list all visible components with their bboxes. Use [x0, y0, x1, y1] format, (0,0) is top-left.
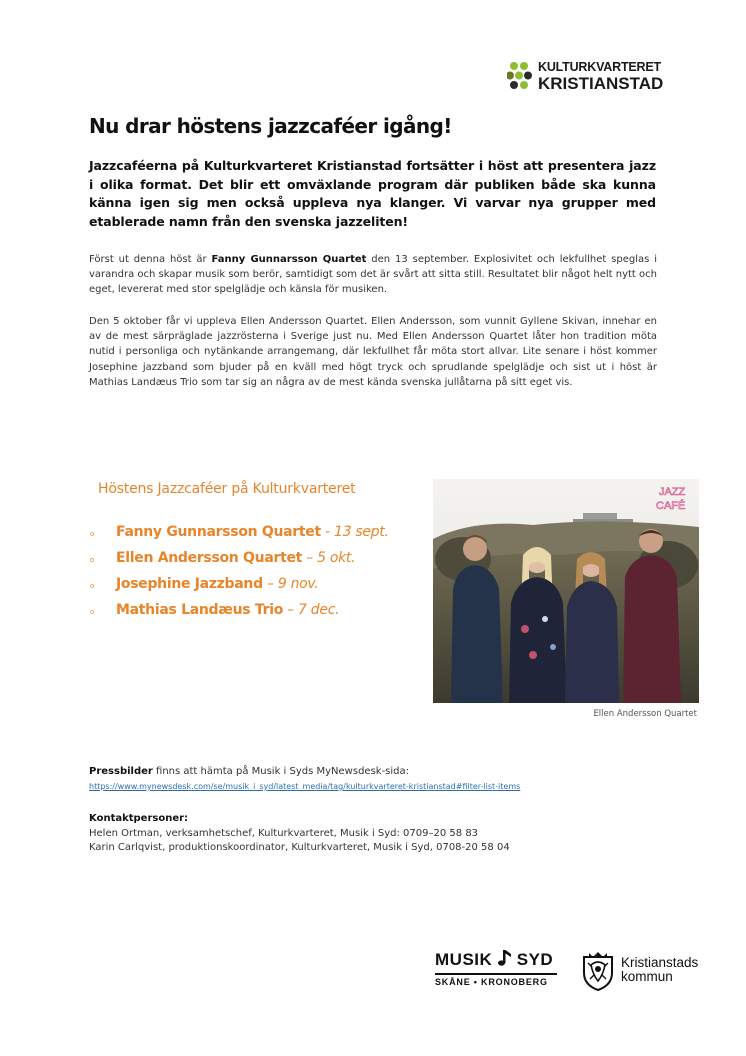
logo-line1: KULTURKVARTERET	[538, 60, 661, 74]
list-item	[90, 524, 389, 550]
event-sep: –	[283, 602, 299, 618]
list-item	[90, 550, 389, 576]
contacts-block	[89, 812, 510, 856]
paragraph-1	[89, 252, 657, 298]
event-date: 13 sept.	[333, 524, 389, 540]
page-title: Nu drar höstens jazzcaféer igång!	[89, 114, 452, 138]
lead-paragraph: Jazzcaféerna på Kulturkvarteret Kristianstad fortsätter i höst att presentera jazz i olika format. Det blir ett omväxlande program där publiken både ska kunna känna igen sig men också uppleva nya klanger. Vi varvar nya grupper med etablerade namn från den svenska jazzeliten!	[89, 158, 656, 229]
note-icon	[498, 950, 512, 966]
kommun-text	[621, 956, 698, 984]
paragraph-2: Den 5 oktober får vi uppleva Ellen Andersson Quartet. Ellen Andersson, som vunnit Gyllene Skivan, innehar en av de mest särpräglade jazzrösterna i Sverige just nu. Med Ellen Andersson Quartet låter hon tradition möta nutid i personliga och nytänkande arrangemang, där lekfullhet får möta stort allvar. Lite senare i höst kommer Josephine jazzband som bjuder på en kväll med högt tryck och sprudlande spelglädje och sist ut i höst är Mathias Landæus Trio som tar sig an några av de mest kända svenska jullåtarna på sitt eget vis.	[89, 316, 657, 388]
list-item	[90, 602, 389, 628]
badge-line1: JAZZ	[659, 486, 686, 498]
hexagon-dots-icon	[507, 61, 537, 91]
contact-line: Karin Carlqvist, produktionskoordinator, Kulturkvarteret, Musik i Syd, 0708-20 58 04	[89, 842, 510, 853]
event-name: Mathias Landæus Trio	[116, 602, 284, 618]
paragraph-1-after: den 13 september. Explosivitet och lekfullhet speglas i varandra och skapar musik som berör, samtidigt som det är svårt att sitta still. Resultatet blir något helt nytt och eget, levererat med stor spelglädje och känsla för musiken.	[89, 254, 657, 296]
event-name: Fanny Gunnarsson Quartet	[116, 524, 321, 540]
kommun-line1: Kristianstads	[621, 955, 699, 970]
contacts-heading: Kontaktpersoner:	[89, 813, 189, 824]
band-photo	[433, 479, 699, 703]
list-item	[90, 576, 389, 602]
press-text: finns att hämta på Musik i Syds MyNewsdesk-sida:	[152, 766, 410, 777]
bullet-icon: o	[90, 582, 94, 590]
event-date: 5 okt.	[317, 550, 356, 566]
press-label: Pressbilder	[89, 766, 153, 777]
contact-line: Helen Ortman, verksamhetschef, Kulturkvarteret, Musik i Syd: 0709–20 58 83	[89, 827, 479, 839]
event-date: 7 dec.	[298, 602, 340, 618]
bullet-icon: o	[90, 608, 94, 616]
kulturkvarteret-logo	[507, 60, 667, 94]
musik-logo-right: SYD	[516, 950, 554, 969]
bullet-icon: o	[90, 530, 94, 538]
events-list	[90, 524, 389, 628]
event-date: 9 nov.	[277, 576, 319, 592]
press-line	[89, 766, 409, 777]
bullet-icon: o	[90, 556, 94, 564]
logo-line2: KRISTIANSTAD	[538, 74, 664, 93]
kommun-line2: kommun	[621, 969, 673, 984]
musik-logo-bottom: SKÅNE • KRONOBERG	[435, 977, 548, 987]
event-name: Ellen Andersson Quartet	[116, 550, 303, 566]
badge-line2: CAFÉ	[656, 500, 686, 512]
event-name: Josephine Jazzband	[116, 576, 263, 592]
kristianstads-kommun-logo	[581, 951, 711, 993]
photo-caption: Ellen Andersson Quartet	[593, 709, 697, 719]
musik-logo-left: MUSIK	[435, 950, 493, 969]
paragraph-1-before: Först ut denna höst är	[89, 254, 212, 265]
event-sep: –	[262, 576, 278, 592]
events-heading: Höstens Jazzcaféer på Kulturkvarteret	[98, 481, 356, 497]
press-link[interactable]: https://www.mynewsdesk.com/se/musik_i_syd/latest_media/tag/kulturkvarteret-kristianstad#filter-list-items	[89, 782, 521, 791]
musik-i-syd-logo	[435, 950, 557, 994]
paragraph-1-highlight: Fanny Gunnarsson Quartet	[211, 254, 367, 265]
musik-logo-top	[435, 950, 553, 970]
event-sep: –	[302, 550, 318, 566]
musik-logo-divider	[435, 973, 557, 975]
crest-icon	[581, 951, 615, 991]
event-sep: -	[320, 524, 334, 540]
